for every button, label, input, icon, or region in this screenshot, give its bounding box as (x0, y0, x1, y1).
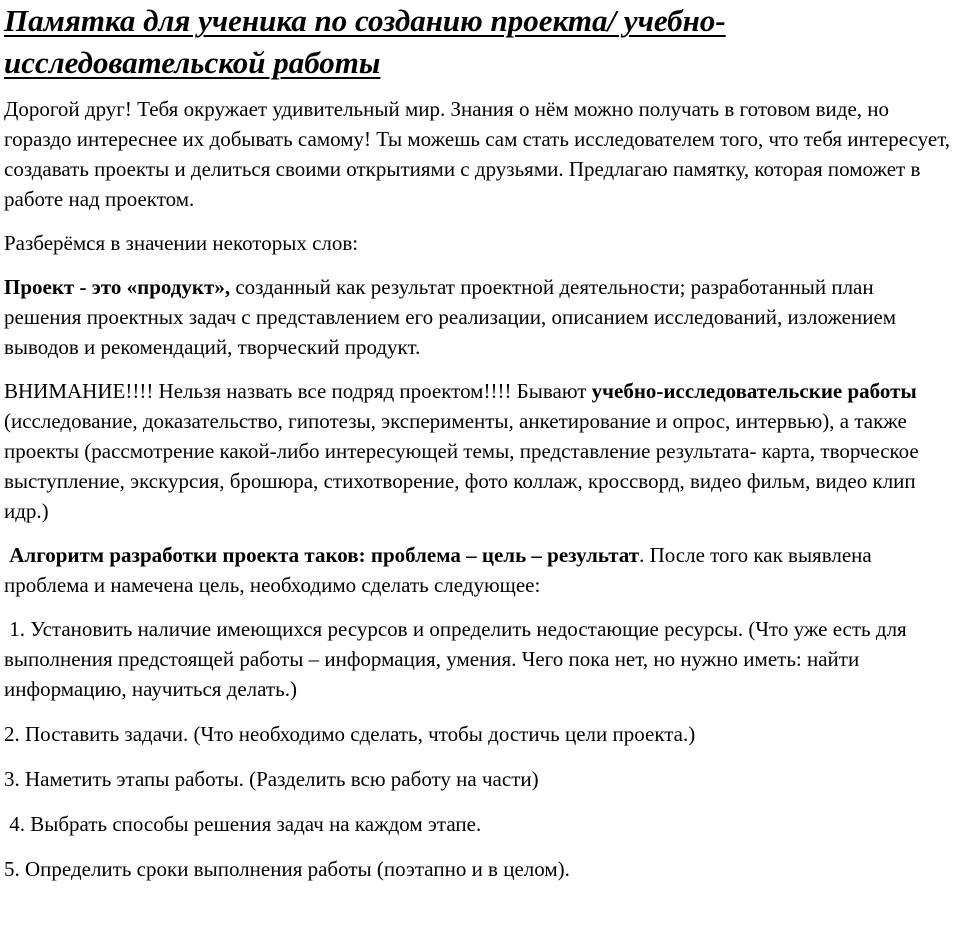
attention-text-start: ВНИМАНИЕ!!!! Нельзя назвать все подряд проектом!!!! Бывают (4, 379, 592, 403)
algorithm-text: . После того как выявлена проблема и намечена цель, необходимо сделать следующее: (4, 543, 877, 597)
attention-text-end: (исследование, доказательство, гипотезы, эксперименты, анкетирование и опрос, интервью), а также проекты (рассмотрение какой-либо интересующей темы, представление результата- карта, творческое выступление, экскурсия, брошюра, стихотворение, фото коллаж, кроссворд, видео фильм, видео клип идр.) (4, 409, 919, 523)
step-2: 2. Поставить задачи. (Что необходимо сделать, чтобы достичь цели проекта.) (4, 722, 696, 746)
project-definition-text: созданный как результат проектной деятельности; разработанный план решения проектных задач с представлением его реализации, описанием исследований, изложением выводов и рекомендаций, творческий продукт. (4, 275, 897, 359)
algorithm-term: Алгоритм разработки проекта таков: проблема – цель – результат (4, 543, 640, 567)
words-intro-paragraph: Разберёмся в значении некоторых слов: (4, 231, 359, 255)
attention-term: учебно-исследовательские работы (591, 379, 917, 403)
algorithm-paragraph (4, 540, 955, 600)
intro-paragraph: Дорогой друг! Тебя окружает удивительный мир. Знания о нём можно получать в готовом виде, но гораздо интереснее их добывать самому! Ты можешь сам стать исследователем того, что тебя интересует, создавать проекты и делиться своими открытиями с друзьями. Предлагаю памятку, которая поможет в работе над проектом. (4, 97, 951, 211)
project-definition-paragraph (4, 272, 955, 362)
step-1: 1. Установить наличие имеющихся ресурсов и определить недостающие ресурсы. (Что уже есть для выполнения предстоящей работы – информация, умения. Чего пока нет, но нужно иметь: найти информацию, научиться делать.) (4, 617, 912, 701)
step-5: 5. Определить сроки выполнения работы (поэтапно и в целом). (4, 857, 570, 881)
attention-paragraph (4, 376, 955, 526)
step-4: 4. Выбрать способы решения задач на каждом этапе. (4, 812, 482, 836)
page-title: Памятка для ученика по созданию проекта/ учебно-исследовательской работы (4, 3, 726, 80)
step-3: 3. Наметить этапы работы. (Разделить всю работу на части) (4, 767, 539, 791)
project-definition-term: Проект - это «продукт», (4, 275, 231, 299)
